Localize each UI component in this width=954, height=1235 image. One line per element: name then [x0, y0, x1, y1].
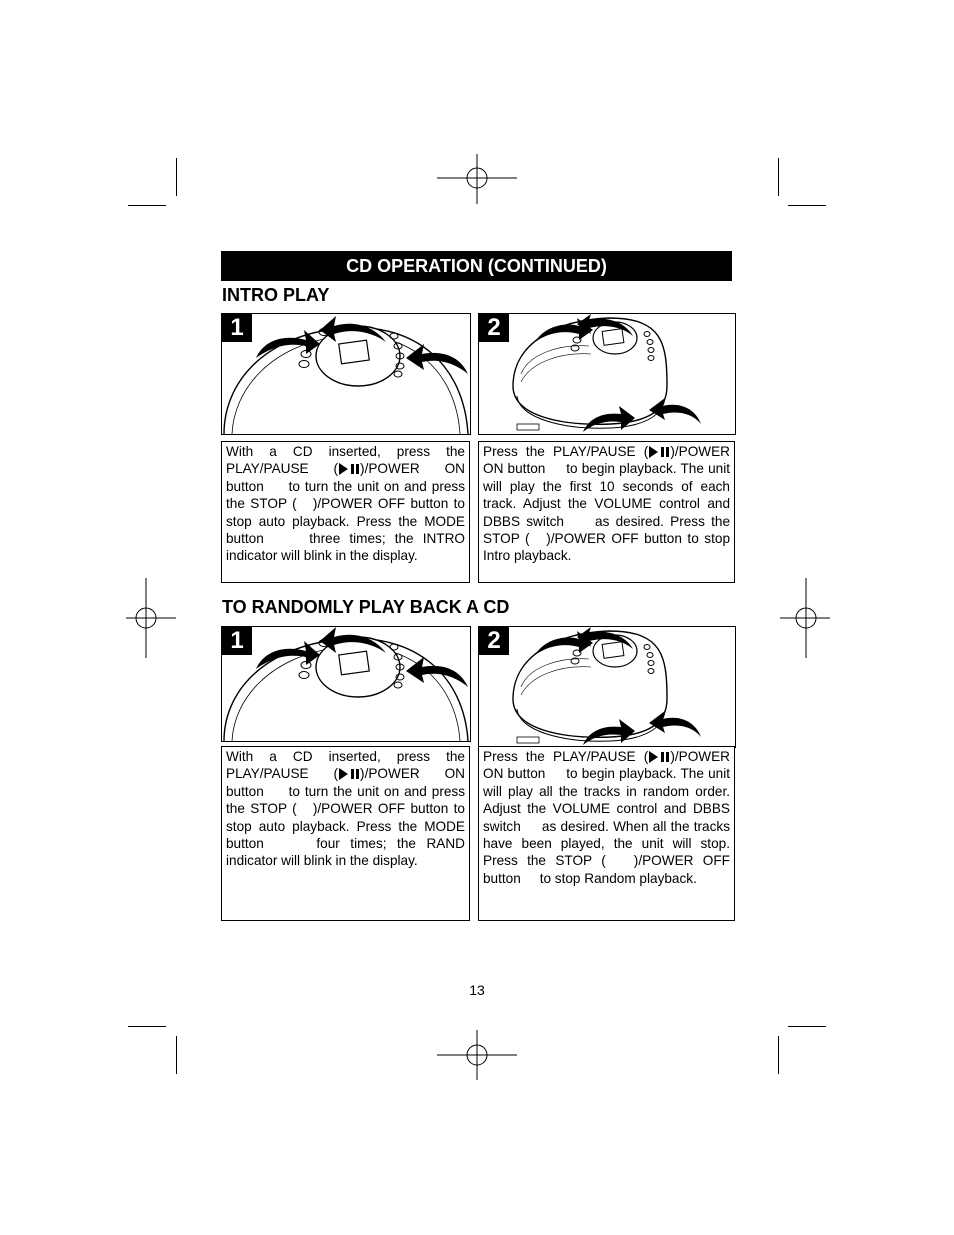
step-figure — [478, 626, 736, 748]
play-pause-icon — [338, 768, 360, 780]
step-number: 2 — [479, 627, 509, 655]
crop-mark — [788, 1026, 826, 1027]
play-pause-icon — [648, 751, 670, 763]
step-number: 1 — [222, 627, 252, 655]
step-number: 2 — [479, 314, 509, 342]
crop-mark — [176, 158, 177, 196]
step-figure — [478, 313, 736, 435]
crop-mark — [128, 205, 166, 206]
registration-mark-icon — [437, 154, 517, 204]
crop-mark — [788, 205, 826, 206]
play-pause-icon — [338, 463, 360, 475]
cd-player-top-view-icon — [222, 314, 470, 434]
crop-mark — [778, 158, 779, 196]
step-instructions: Press the PLAY/PAUSE ( )/POWER ON button to begin playback. The unit will play the first 10 seconds of each track. Adjust the VOLUME control and DBBS switch as desired. Press the STOP ( )/POWER OFF button to stop Intro playback. — [478, 441, 735, 583]
section-title-intro-play: INTRO PLAY — [222, 285, 330, 305]
page-header-title: CD OPERATION (CONTINUED) — [346, 255, 607, 276]
section-title-random-play: TO RANDOMLY PLAY BACK A CD — [222, 597, 510, 617]
page-header — [221, 251, 732, 281]
page-number: 13 — [469, 982, 485, 998]
step-number: 1 — [222, 314, 252, 342]
crop-mark — [128, 1026, 166, 1027]
step-instructions: With a CD inserted, press the PLAY/PAUSE ( )/POWER ON button to turn the unit on and press the STOP ( )/POWER OFF button to stop auto playback. Press the MODE button four times; the RAND indicator will blink in the display. — [221, 746, 470, 921]
cd-player-top-view-icon — [222, 627, 470, 741]
play-pause-icon — [648, 446, 670, 458]
registration-mark-icon — [780, 578, 830, 658]
cd-player-side-view-icon — [479, 627, 735, 747]
step-figure — [221, 313, 471, 435]
crop-mark — [176, 1036, 177, 1074]
crop-mark — [778, 1036, 779, 1074]
registration-mark-icon — [126, 578, 176, 658]
cd-player-side-view-icon — [479, 314, 735, 434]
step-figure — [221, 626, 471, 742]
step-instructions: Press the PLAY/PAUSE ( )/POWER ON button to begin playback. The unit will play all the tracks in random order. Adjust the VOLUME control and DBBS switch as desired. When all the tracks have been played, the unit will stop. Press the STOP ( )/POWER OFF button to stop Random playback. — [478, 746, 735, 921]
registration-mark-icon — [437, 1030, 517, 1080]
step-instructions: With a CD inserted, press the PLAY/PAUSE ( )/POWER ON button to turn the unit on and press the STOP ( )/POWER OFF button to stop auto playback. Press the MODE button three times; the INTRO indicator will blink in the display. — [221, 441, 470, 583]
